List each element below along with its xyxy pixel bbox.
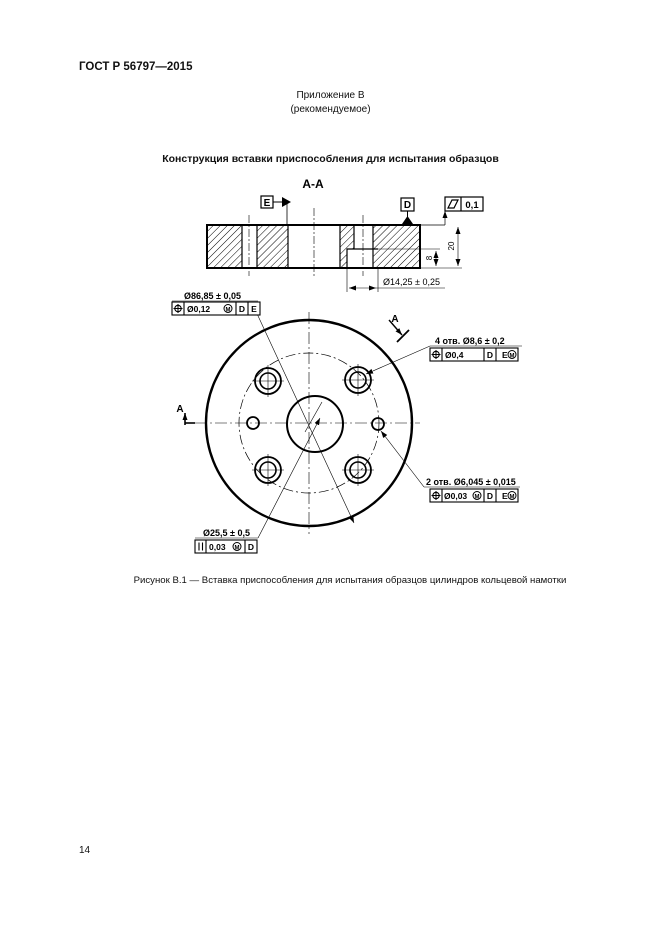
section-hatch-right-inner <box>340 225 354 249</box>
annex-title: Приложение В <box>296 90 365 101</box>
mmc-symbol: M <box>234 545 240 552</box>
page-number: 14 <box>79 845 91 856</box>
center-fcf-value: 0,03 <box>209 542 226 552</box>
holes4-fcf-datum-d: D <box>486 350 494 360</box>
center-dim: Ø25,5 ± 0,5 <box>203 528 250 538</box>
pcd-fcf <box>172 302 260 315</box>
holes4-fcf-value: Ø0,4 <box>445 350 464 360</box>
annex-subtitle: (рекомендуемое) <box>290 104 371 115</box>
mmc-symbol: M <box>225 307 231 314</box>
mmc-symbol: M <box>509 353 515 360</box>
center-fcf-datum-d: D <box>247 542 255 552</box>
figure-title: Конструкция вставки приспособления для испытания образцов <box>162 153 499 165</box>
holes2-fcf-datum-d: D <box>486 491 494 501</box>
pcd-dim: Ø86,85 ± 0,05 <box>184 291 241 301</box>
datum-e-label: E <box>263 198 271 209</box>
figure-caption: Рисунок В.1 — Вставка приспособления для испытания образцов цилиндров кольцевой намотки <box>133 575 567 586</box>
holes4-fcf-datum-e: E <box>502 350 508 360</box>
center-bore <box>287 396 343 452</box>
pcd-fcf-datum-e: E <box>251 304 257 314</box>
section-hatch-right <box>373 225 420 268</box>
pcd-fcf-datum-d: D <box>238 304 246 314</box>
section-hatch-step <box>340 249 347 268</box>
view-arrow-label: А <box>391 314 399 325</box>
pcd-fcf-value: Ø0,12 <box>187 304 211 314</box>
datum-d-label: D <box>403 200 412 211</box>
pin-hole-right <box>372 418 384 430</box>
holes4-fcf <box>430 348 518 361</box>
flatness-value: 0,1 <box>465 200 479 211</box>
center-fcf <box>195 540 257 553</box>
height-dim: 20 <box>447 241 456 251</box>
section-view <box>207 177 483 292</box>
bore-dim: Ø14,25 ± 0,25 <box>383 277 440 287</box>
hole-top-left <box>252 365 284 397</box>
section-hatch-left-inner <box>257 225 288 268</box>
hole-top-right <box>342 364 374 396</box>
holes2-fcf-value: Ø0,03 <box>444 491 468 501</box>
section-label: А-А <box>302 177 324 191</box>
hole-bottom-left <box>252 454 284 486</box>
mmc-symbol: M <box>474 494 480 501</box>
section-hatch-left <box>207 225 242 268</box>
holes4-dim: 4 отв. Ø8,6 ± 0,2 <box>435 336 505 346</box>
mmc-symbol: M <box>509 494 515 501</box>
plan-view <box>172 291 522 553</box>
step-dim: 8 <box>425 255 434 261</box>
section-cut-label-left: А <box>176 404 184 415</box>
holes2-dim: 2 отв. Ø6,045 ± 0,015 <box>426 477 516 487</box>
document-code: ГОСТ Р 56797—2015 <box>79 61 193 73</box>
holes2-fcf <box>430 489 518 502</box>
holes2-fcf-datum-e: E <box>502 491 508 501</box>
